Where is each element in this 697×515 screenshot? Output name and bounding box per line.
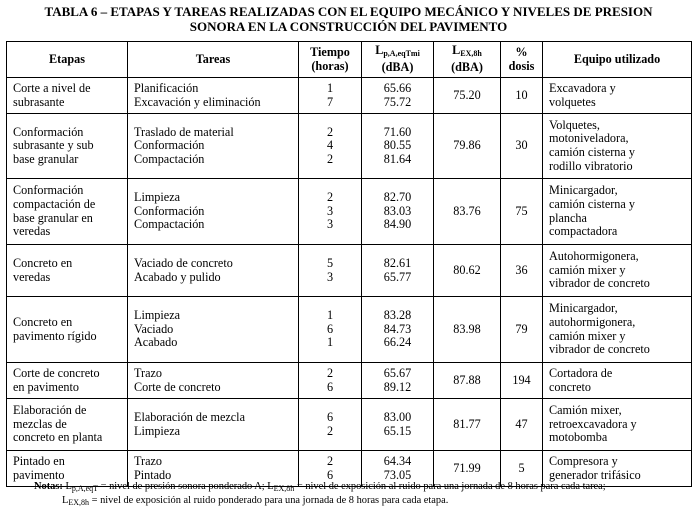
equipment-cell-line: Autohormigonera, — [549, 249, 639, 264]
lp-cell — [362, 179, 434, 245]
header-lp-main: L — [375, 43, 384, 58]
table-body — [7, 78, 692, 487]
equipment-cell-line: motobomba — [549, 430, 608, 445]
lex-cell: 80.62 — [434, 245, 501, 297]
equipment-cell-line: Compresora y — [549, 453, 618, 468]
stage-cell — [7, 78, 128, 114]
tasks-cell — [128, 114, 299, 179]
header-lex-symbol — [437, 44, 497, 61]
equipment-cell-line: camión mixer y — [549, 262, 626, 277]
lp-cell-line: 83.03 — [383, 203, 412, 218]
notes-l3-text: = nivel de exposición al ruido ponderado para una jornada de 8 horas para cada etapa. — [89, 495, 449, 507]
lex-cell: 83.98 — [434, 297, 501, 363]
equipment-cell-line: rodillo vibratorio — [549, 158, 633, 173]
notes-l1-sub: p,A,eqT — [71, 484, 99, 493]
tasks-cell-line: Acabado — [134, 335, 178, 350]
hours-cell-line: 6 — [326, 409, 334, 424]
lp-cell-line: 65.15 — [383, 423, 412, 438]
tasks-cell-line: Conformación — [134, 138, 205, 153]
tasks-cell-line: Pintado — [134, 467, 172, 482]
lex-cell: 71.99 — [434, 451, 501, 487]
tasks-cell-line: Corte de concreto — [134, 379, 221, 394]
equipment-cell-line: camión mixer y — [549, 328, 626, 343]
equipment-cell-line: Cortadora de — [549, 365, 613, 380]
equipment-cell-line: Excavadora y — [549, 80, 616, 95]
equipment-cell — [543, 297, 692, 363]
lp-cell — [362, 114, 434, 179]
stage-cell-line: subrasante — [13, 94, 65, 109]
equipment-cell-line: autohormigonera, — [549, 314, 636, 329]
hours-cell-line: 3 — [326, 269, 334, 284]
tasks-cell — [128, 245, 299, 297]
hours-cell-line: 3 — [326, 217, 334, 232]
tasks-cell-line: Traslado de material — [134, 124, 234, 139]
tasks-cell — [128, 297, 299, 363]
hours-cell — [299, 245, 362, 297]
header-lp-symbol — [365, 44, 430, 61]
lp-cell-line: 83.00 — [383, 409, 412, 424]
hours-cell-line: 6 — [326, 379, 334, 394]
stage-cell — [7, 297, 128, 363]
hours-cell — [299, 297, 362, 363]
table-row — [7, 78, 692, 114]
equipment-cell — [543, 114, 692, 179]
tasks-cell — [128, 78, 299, 114]
equipment-cell-line: retroexcavadora y — [549, 416, 637, 431]
equipment-cell-line: volquetes — [549, 94, 596, 109]
stage-cell — [7, 179, 128, 245]
hours-cell — [299, 363, 362, 399]
equipment-cell — [543, 179, 692, 245]
equipment-cell-line: Minicargador, — [549, 183, 618, 198]
lp-cell — [362, 78, 434, 114]
dose-cell: 79 — [501, 297, 543, 363]
dose-cell: 10 — [501, 78, 543, 114]
equipment-cell-line: camión cisterna y — [549, 196, 635, 211]
hours-cell — [299, 399, 362, 451]
dose-cell: 75 — [501, 179, 543, 245]
header-tareas: Tareas — [128, 42, 299, 78]
lp-cell-line: 65.67 — [383, 365, 412, 380]
table-row — [7, 114, 692, 179]
stage-cell — [7, 399, 128, 451]
dose-cell: 36 — [501, 245, 543, 297]
table-notes — [34, 481, 684, 510]
lp-cell-line: 84.73 — [383, 321, 412, 336]
notes-l2-text: = nivel de exposición al ruido para una jornada de 8 horas para cada tarea; — [294, 481, 606, 492]
lp-cell-line: 83.28 — [383, 308, 412, 323]
header-row — [7, 42, 692, 78]
stage-cell-line: Concreto en — [13, 314, 73, 329]
header-lex-main: L — [452, 43, 461, 58]
stage-cell-line: mezclas de — [13, 416, 67, 431]
tasks-cell-line: Limpieza — [134, 308, 181, 323]
hours-cell-line: 1 — [326, 308, 334, 323]
hours-cell-line: 2 — [326, 423, 334, 438]
equipment-cell-line: vibrador de concreto — [549, 276, 650, 291]
tasks-cell-line: Conformación — [134, 203, 205, 218]
lex-cell: 83.76 — [434, 179, 501, 245]
stage-cell-line: en pavimento — [13, 379, 79, 394]
table-title-line-2: SONORA EN LA CONSTRUCCIÓN DEL PAVIMENTO — [189, 19, 508, 34]
stage-cell-line: concreto en planta — [13, 430, 103, 445]
tasks-cell-line: Vaciado de concreto — [134, 255, 233, 270]
hours-cell-line: 7 — [326, 94, 334, 109]
notes-l1-text: = nivel de presión sonora ponderado A; — [98, 481, 268, 492]
notes-line-1 — [34, 481, 684, 495]
table-row — [7, 399, 692, 451]
header-lex-sub: EX,8h — [460, 49, 482, 59]
lp-cell — [362, 363, 434, 399]
equipment-cell-line: motoniveladora, — [549, 131, 629, 146]
header-equipo: Equipo utilizado — [543, 42, 692, 78]
lp-cell-line: 89.12 — [383, 379, 412, 394]
tasks-cell-line: Acabado y pulido — [134, 269, 221, 284]
hours-cell-line: 6 — [326, 321, 334, 336]
equipment-cell-line: plancha — [549, 210, 587, 225]
tasks-cell-line: Limpieza — [134, 190, 181, 205]
lp-cell-line: 64.34 — [383, 453, 412, 468]
header-tiempo-line-2: (horas) — [311, 58, 349, 73]
notes-line-2 — [34, 495, 684, 509]
equipment-cell — [543, 78, 692, 114]
tasks-cell-line: Planificación — [134, 80, 199, 95]
stage-cell-line: veredas — [13, 224, 51, 239]
lp-cell-line: 84.90 — [383, 217, 412, 232]
equipment-cell-line: Volquetes, — [549, 117, 600, 132]
table-title-line-1: TABLA 6 – ETAPAS Y TAREAS REALIZADAS CON EL EQUIPO MECÁNICO Y NIVELES DE PRESION — [44, 4, 653, 19]
header-dosis-line-1: % — [515, 44, 528, 59]
header-tiempo — [299, 42, 362, 78]
hours-cell-line: 6 — [326, 467, 334, 482]
tasks-cell-line: Trazo — [134, 453, 162, 468]
equipment-cell-line: Minicargador, — [549, 301, 618, 316]
stage-cell-line: Pintado en — [13, 453, 65, 468]
hours-cell-line: 3 — [326, 203, 334, 218]
stage-cell — [7, 363, 128, 399]
notes-l2-sub: EX,8h — [273, 484, 295, 493]
tasks-cell-line: Compactación — [134, 151, 205, 166]
lp-cell — [362, 399, 434, 451]
table-row — [7, 179, 692, 245]
header-lp-unit: (dBA) — [381, 60, 414, 74]
notes-label: Notas: — [34, 481, 63, 492]
hours-cell-line: 2 — [326, 151, 334, 166]
equipment-cell-line: concreto — [549, 379, 591, 394]
lex-cell: 81.77 — [434, 399, 501, 451]
notes-l1-sym: L — [65, 481, 72, 492]
stage-cell-line: compactación de — [13, 196, 96, 211]
table-row — [7, 363, 692, 399]
lp-cell-line: 80.55 — [383, 138, 412, 153]
stage-cell-line: Elaboración de — [13, 403, 87, 418]
dose-cell: 194 — [501, 363, 543, 399]
lex-cell: 87.88 — [434, 363, 501, 399]
lp-cell — [362, 245, 434, 297]
header-dosis — [501, 42, 543, 78]
hours-cell-line: 4 — [326, 138, 334, 153]
lp-cell — [362, 297, 434, 363]
dose-cell: 47 — [501, 399, 543, 451]
equipment-cell-line: vibrador de concreto — [549, 342, 650, 357]
hours-cell-line: 5 — [326, 255, 334, 270]
table-row — [7, 297, 692, 363]
lp-cell-line: 73.05 — [383, 467, 412, 482]
tasks-cell-line: Limpieza — [134, 423, 181, 438]
tasks-cell-line: Trazo — [134, 365, 162, 380]
tasks-cell-line: Compactación — [134, 217, 205, 232]
lp-cell-line: 71.60 — [383, 124, 412, 139]
stage-cell — [7, 245, 128, 297]
lp-cell-line: 75.72 — [383, 94, 412, 109]
tasks-cell — [128, 363, 299, 399]
stage-cell-line: Conformación — [13, 183, 84, 198]
tasks-cell-line: Excavación y eliminación — [134, 94, 261, 109]
lp-cell-line: 66.24 — [383, 335, 412, 350]
lp-cell-line: 82.61 — [383, 255, 412, 270]
tasks-cell-line: Vaciado — [134, 321, 174, 336]
lp-cell-line: 65.66 — [383, 80, 412, 95]
hours-cell-line: 2 — [326, 190, 334, 205]
table-title — [0, 4, 697, 34]
hours-cell-line: 2 — [326, 124, 334, 139]
header-etapas: Etapas — [7, 42, 128, 78]
tasks-cell — [128, 399, 299, 451]
table-row — [7, 245, 692, 297]
stage-cell-line: pavimento rígido — [13, 328, 97, 343]
stage-cell-line: subrasante y sub — [13, 138, 94, 153]
tasks-cell-line: Elaboración de mezcla — [134, 409, 245, 424]
equipment-cell — [543, 245, 692, 297]
notes-l3-sub: EX,8h — [68, 498, 90, 508]
header-lex — [434, 42, 501, 78]
stage-cell-line: Conformación — [13, 124, 84, 139]
dose-cell: 5 — [501, 451, 543, 487]
notes-l2-sym: L — [267, 481, 274, 492]
stage-cell-line: base granular — [13, 151, 79, 166]
hours-cell — [299, 114, 362, 179]
header-dosis-line-2: dosis — [508, 58, 535, 73]
lex-cell: 75.20 — [434, 78, 501, 114]
equipment-cell-line: camión cisterna y — [549, 145, 635, 159]
lex-cell: 79.86 — [434, 114, 501, 179]
header-lp — [362, 42, 434, 78]
lp-cell-line: 82.70 — [383, 190, 412, 205]
hours-cell — [299, 78, 362, 114]
dose-cell: 30 — [501, 114, 543, 179]
noise-levels-table — [6, 41, 692, 487]
hours-cell-line: 1 — [326, 80, 334, 95]
hours-cell-line: 2 — [326, 453, 334, 468]
stage-cell-line: veredas — [13, 269, 51, 284]
hours-cell-line: 2 — [326, 365, 334, 380]
stage-cell-line: Corte a nivel de — [13, 80, 91, 95]
stage-cell-line: base granular en — [13, 210, 93, 225]
stage-cell-line: Concreto en — [13, 255, 73, 270]
header-lp-sub: p,A,eqTmi — [383, 49, 420, 59]
tasks-cell — [128, 179, 299, 245]
hours-cell — [299, 179, 362, 245]
lp-cell-line: 65.77 — [383, 269, 412, 284]
stage-cell — [7, 114, 128, 179]
lp-cell-line: 81.64 — [383, 151, 412, 166]
equipment-cell-line: generador trifásico — [549, 467, 641, 482]
header-tiempo-line-1: Tiempo — [310, 44, 350, 59]
header-lex-unit: (dBA) — [451, 60, 483, 74]
equipment-cell-line: compactadora — [549, 224, 618, 239]
hours-cell-line: 1 — [326, 335, 334, 350]
stage-cell-line: pavimento — [13, 467, 65, 482]
notes-l3-sym: L — [62, 495, 69, 507]
stage-cell-line: Corte de concreto — [13, 365, 100, 380]
equipment-cell — [543, 399, 692, 451]
equipment-cell-line: Camión mixer, — [549, 403, 622, 418]
equipment-cell — [543, 363, 692, 399]
